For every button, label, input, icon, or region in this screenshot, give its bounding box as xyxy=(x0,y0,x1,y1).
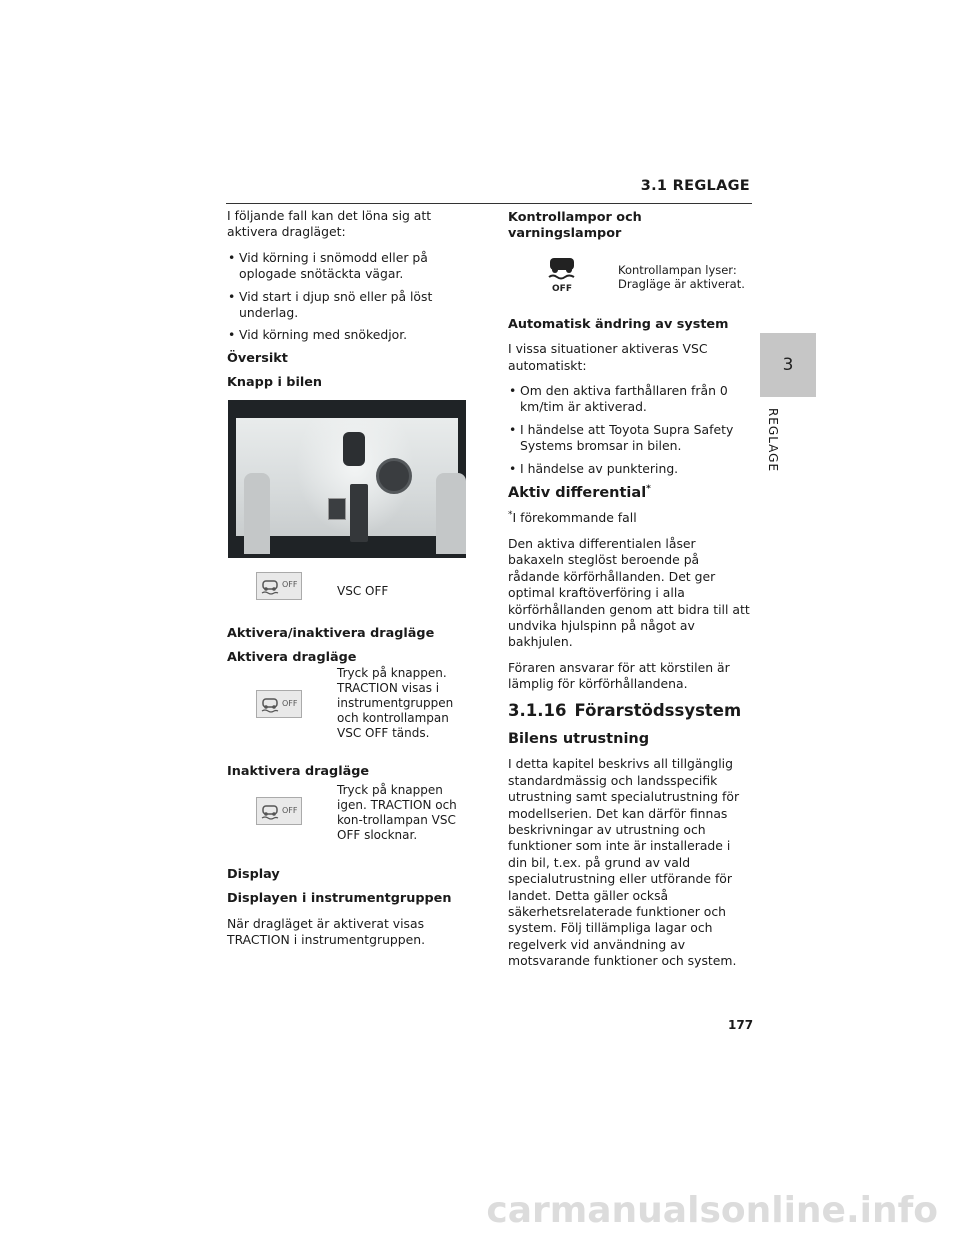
lamp-caption: Kontrollampan lyser: Dragläge är aktiverat. xyxy=(618,262,745,291)
diff-star: * xyxy=(646,484,651,495)
display-heading: Display xyxy=(227,866,280,882)
cluster-heading: Displayen i instrumentgruppen xyxy=(227,891,452,907)
conditions-list xyxy=(227,250,475,344)
deactivate-row xyxy=(227,782,475,861)
auto-intro: I vissa situationer aktiveras VSC automatiskt: xyxy=(508,341,708,373)
diff-text: Den aktiva differentialen låser bakaxeln steglöst beroende på rådande körförhållanden. Det ger optimal kraftöverföring i alla körförhållanden genom att bidra till att undvika hjulspinn på något av bakhjulen. xyxy=(508,535,750,650)
vsc-off-row xyxy=(227,572,475,620)
auto-heading: Automatisk ändring av system xyxy=(508,316,729,332)
button-heading: Knapp i bilen xyxy=(227,375,323,391)
chapter-number: 3 xyxy=(782,355,794,375)
traction-button-icon-2 xyxy=(256,797,302,825)
diff-text-2: Föraren ansvarar för att körstilen är lämplig för körförhållandena. xyxy=(508,659,730,692)
console-photo xyxy=(228,400,466,558)
vsc-off-button-icon xyxy=(256,572,302,600)
section-title-text: Förarstödssystem xyxy=(574,700,742,720)
intro-text: I följande fall kan det löna sig att aktivera dragläget: xyxy=(227,208,432,240)
toggle-heading: Aktivera/inaktivera dragläge xyxy=(227,625,435,641)
section-title xyxy=(508,700,752,720)
list-item: • I händelse att Toyota Supra Safety Systems bromsar in bilen. xyxy=(508,422,752,455)
equip-text: I detta kapitel beskrivs all tillgänglig standardmässig och landsspecifik utrustning samt specialutrustning för modellserien. Det kan därför finnas beskrivningar av utrustning och funktioner som inte är installerade i din bil, t.ex. på grund av vald specialutrustning eller utförande för landet. Detta gäller också säkerhetsrelaterade funktioner och system. Följ tillämpliga lagar och regelverk vid användning av motsvarande funktioner och system. xyxy=(508,756,740,969)
chapter-tab-number xyxy=(760,333,816,397)
watermark: carmanualsonline.info xyxy=(486,1189,938,1231)
vsc-off-lamp-icon xyxy=(542,255,582,295)
list-item: • Vid start i djup snö eller på löst underlag. xyxy=(227,289,475,322)
cluster-text: När dragläget är aktiverat visas TRACTION i instrumentgruppen. xyxy=(227,915,426,948)
diff-note-text: I förekommande fall xyxy=(512,510,637,526)
list-item: • Vid körning i snömodd eller på oplogade snötäckta vägar. xyxy=(227,250,475,283)
lamp-row xyxy=(508,251,752,311)
left-column xyxy=(227,208,475,958)
off-label: OFF xyxy=(282,699,298,709)
traction-button-icon xyxy=(256,690,302,718)
page-number: 177 xyxy=(728,1018,754,1032)
off-label: OFF xyxy=(282,580,298,590)
activate-heading: Aktivera dragläge xyxy=(227,650,357,666)
page-header xyxy=(226,178,752,204)
lamps-heading: Kontrollampor och varningslampor xyxy=(508,210,642,242)
list-item: • I händelse av punktering. xyxy=(508,461,752,477)
header-title: 3.1 REGLAGE xyxy=(640,178,750,194)
right-column xyxy=(508,208,752,979)
chapter-label: REGLAGE xyxy=(766,407,780,473)
overview-heading: Översikt xyxy=(227,350,288,366)
vsc-caption: VSC OFF xyxy=(337,583,389,598)
diff-heading xyxy=(508,485,752,501)
lamp-off-label: OFF xyxy=(552,283,572,294)
deactivate-caption: Tryck på knappen igen. TRACTION och kon-trollampan VSC OFF slocknar. xyxy=(337,782,457,842)
section-number: 3.1.16 xyxy=(508,700,567,720)
chapter-tab-label xyxy=(766,408,780,472)
off-label: OFF xyxy=(282,805,298,815)
equip-heading: Bilens utrustning xyxy=(508,730,650,747)
diff-heading-text: Aktiv differential xyxy=(508,485,647,502)
activate-caption: Tryck på knappen. TRACTION visas i instrumentgruppen och kontrollampan VSC OFF tänds. xyxy=(337,666,454,741)
deactivate-heading: Inaktivera dragläge xyxy=(227,764,370,780)
auto-list xyxy=(508,383,752,477)
diff-note-star: * xyxy=(508,510,513,521)
diff-note xyxy=(508,510,752,526)
list-item: • Vid körning med snökedjor. xyxy=(227,327,475,343)
activate-row xyxy=(227,666,475,758)
list-item: • Om den aktiva farthållaren från 0 km/tim är aktiverad. xyxy=(508,383,752,416)
